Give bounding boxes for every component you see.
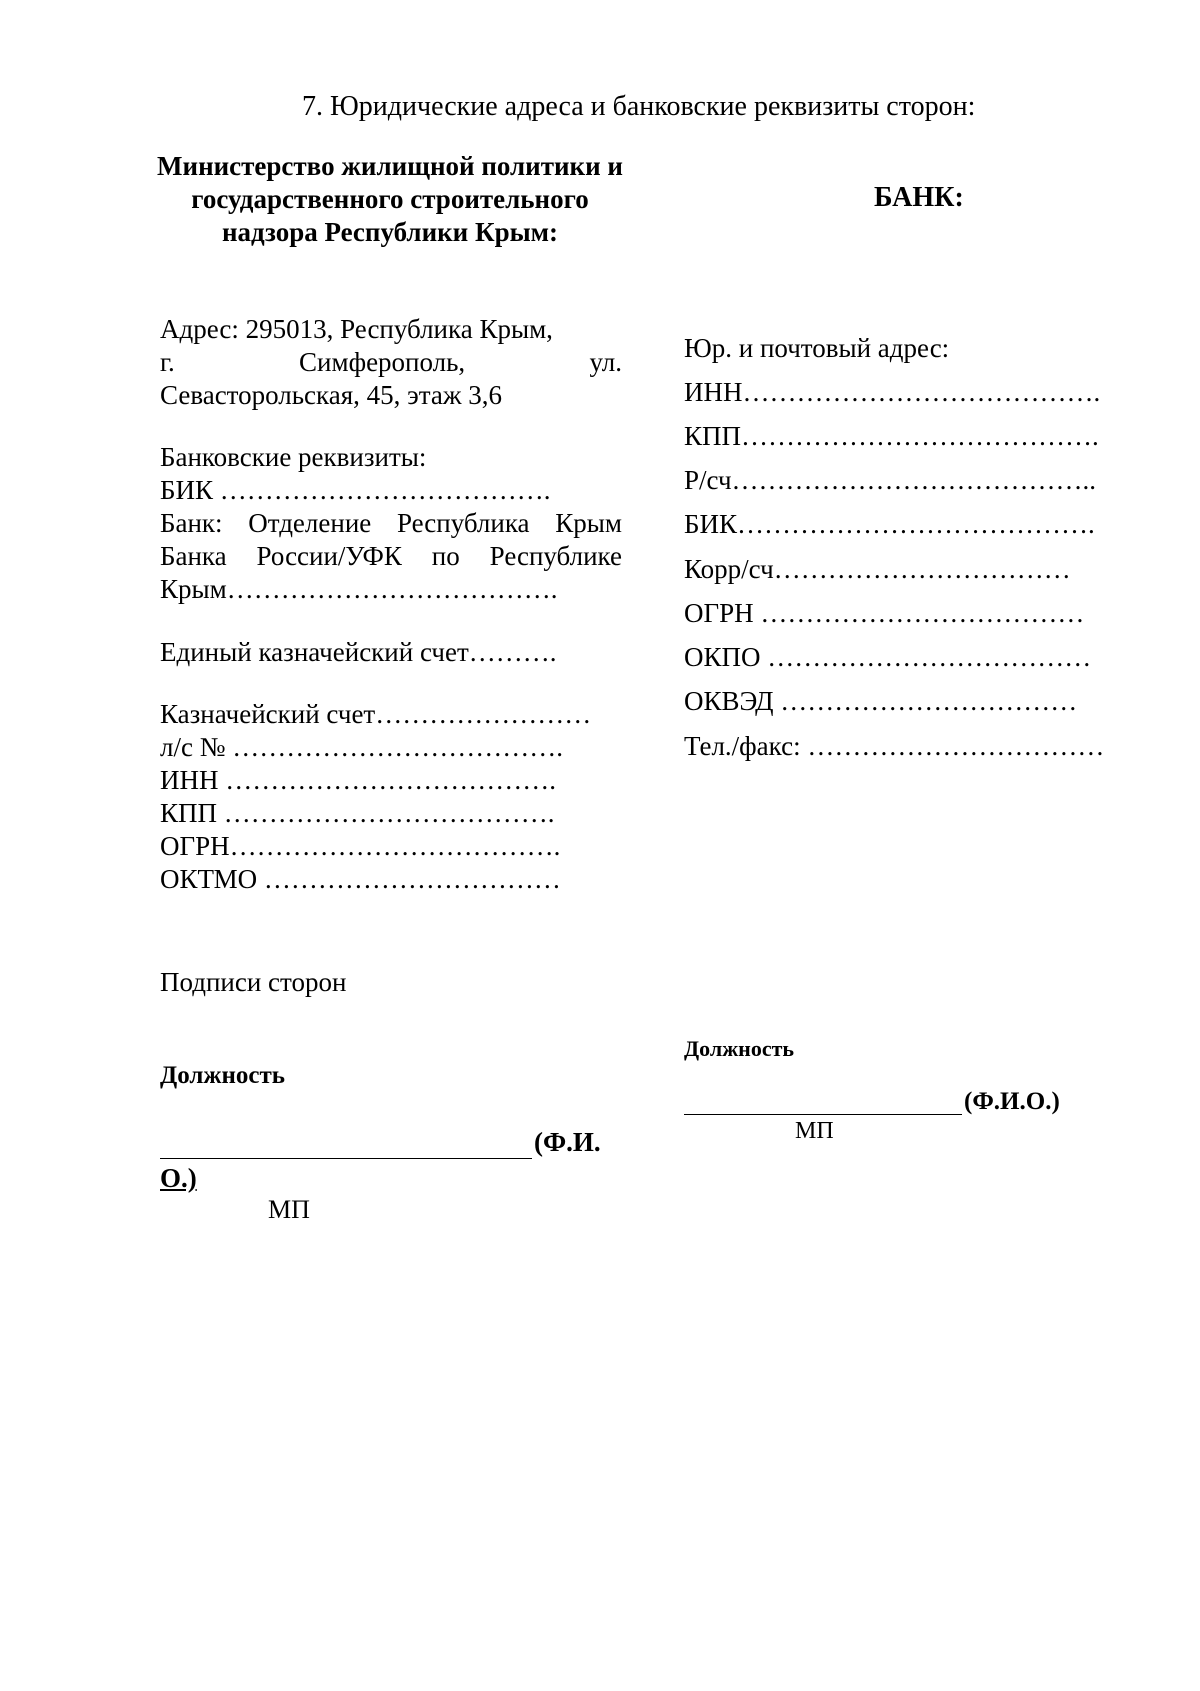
address-street-prefix: ул. xyxy=(589,347,622,377)
bank-word-6: России/УФК xyxy=(256,541,402,571)
ministry-bank-line3: Крым………………………………. xyxy=(160,574,558,604)
bank-details-label: Банковские реквизиты: xyxy=(160,442,427,472)
bank-kpp: КПП…………………………………. xyxy=(684,421,1099,451)
single-treasury-account: Единый казначейский счет………. xyxy=(160,637,557,667)
ministry-title: Министерство жилищной политики и государственного строительного надзора Республики Крым: xyxy=(157,151,623,247)
bank-word-4: Крым xyxy=(555,508,622,538)
bank-word-3: Республика xyxy=(396,508,530,538)
bank-phone-fax: Тел./факс: …………………………… xyxy=(684,731,1105,761)
bank-word-5: Банка xyxy=(160,541,227,571)
treasury-account: Казначейский счет…………………… xyxy=(160,699,592,729)
ministry-inn: ИНН ………………………………. xyxy=(160,765,556,795)
signatures-label: Подписи сторон xyxy=(160,967,347,997)
left-signature-line xyxy=(160,1158,532,1159)
right-position-label: Должность xyxy=(684,1036,795,1061)
right-fio: (Ф.И.О.) xyxy=(964,1088,1060,1115)
bank-word-8: Республике xyxy=(489,541,622,571)
ministry-bank-line2 xyxy=(160,540,622,573)
left-fio-part1: (Ф.И. xyxy=(534,1127,601,1157)
bank-ogrn: ОГРН ……………………………… xyxy=(684,598,1085,628)
bank-word-1: Банк: xyxy=(160,508,223,538)
left-position-label: Должность xyxy=(160,1062,286,1089)
ministry-address-line1: Адрес: 295013, Республика Крым, xyxy=(160,314,553,344)
bank-title: БАНК: xyxy=(874,182,964,213)
ministry-bik: БИК ………………………………. xyxy=(160,475,551,505)
ministry-ogrn: ОГРН………………………………. xyxy=(160,831,561,861)
address-city-prefix: г. xyxy=(160,347,175,377)
bank-word-7: по xyxy=(431,541,460,571)
ministry-address-line2 xyxy=(160,346,622,379)
bank-okpo: ОКПО ……………………………… xyxy=(684,642,1092,672)
bank-account: Р/сч………………………………….. xyxy=(684,465,1097,495)
ministry-address-line3: Севасторольская, 45, этаж 3,6 xyxy=(160,380,503,410)
right-stamp-mark: МП xyxy=(795,1118,834,1144)
address-city: Симферополь, xyxy=(299,347,466,377)
right-signature-line xyxy=(684,1114,962,1115)
bank-bik: БИК…………………………………. xyxy=(684,509,1095,539)
left-stamp-mark: МП xyxy=(268,1195,310,1224)
ministry-kpp: КПП ………………………………. xyxy=(160,798,555,828)
bank-address: Юр. и почтовый адрес: xyxy=(684,333,950,363)
left-fio-part2: О.) xyxy=(160,1163,197,1193)
bank-corr-account: Корр/сч…………………………… xyxy=(684,554,1071,584)
bank-word-2: Отделение xyxy=(248,508,372,538)
section-heading: 7. Юридические адреса и банковские реквизиты сторон: xyxy=(302,91,976,122)
bank-inn: ИНН…………………………………. xyxy=(684,377,1101,407)
ministry-bank-line1 xyxy=(160,507,622,540)
bank-okved: ОКВЭД …………………………… xyxy=(684,686,1078,716)
personal-account: л/с № ………………………………. xyxy=(160,732,563,762)
ministry-oktmo: ОКТМО …………………………… xyxy=(160,864,561,894)
